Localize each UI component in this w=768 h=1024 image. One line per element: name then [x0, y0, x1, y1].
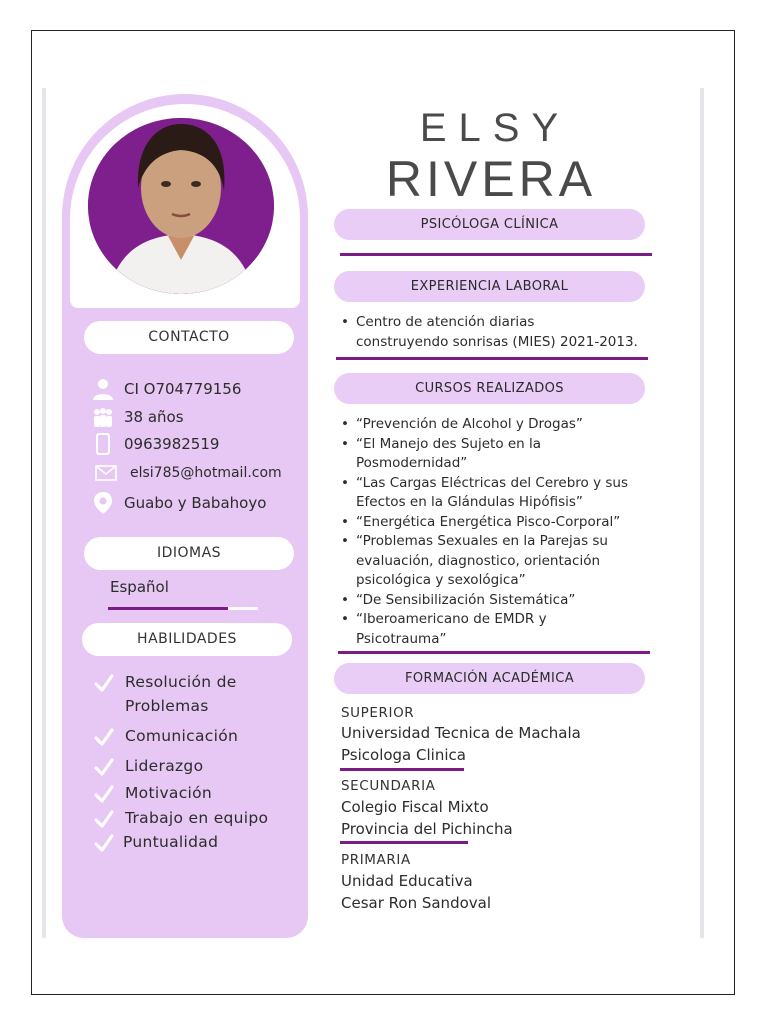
list-item-line: • “Iberoamericano de EMDR y: [356, 611, 547, 627]
language-level-fill: [108, 607, 228, 610]
list-item-line: psicológica y sexológica”: [356, 572, 526, 588]
divider: [340, 841, 468, 844]
list-item: [340, 474, 628, 513]
education-secundaria-line2: Provincia del Pichincha: [341, 820, 513, 838]
left-rail: [42, 88, 46, 938]
divider: [340, 253, 652, 256]
education-primaria-line1: Unidad Educativa: [341, 872, 473, 890]
skill-item: Motivación: [125, 784, 213, 802]
skills-heading: HABILIDADES: [82, 623, 292, 656]
right-rail: [700, 88, 704, 938]
contact-email-text[interactable]: elsi785@hotmail.com: [130, 465, 282, 481]
check-icon: [94, 757, 114, 777]
last-name: RIVERA: [385, 151, 597, 207]
list-item-line: evaluación, diagnostico, orientación: [356, 552, 601, 569]
list-item-line: • “El Manejo des Sujeto en la: [356, 435, 542, 452]
contact-location: [90, 490, 266, 516]
divider: [336, 357, 648, 360]
list-item: [340, 532, 628, 591]
profile-photo: [88, 118, 274, 294]
skill-item: Trabajo en equipo: [125, 809, 269, 827]
list-item: [340, 435, 628, 474]
education-superior-line2: Psicologa Clinica: [341, 746, 466, 764]
courses-heading: CURSOS REALIZADOS: [334, 373, 645, 404]
list-item-line: Efectos en la Glándulas Hipófisis”: [356, 494, 583, 510]
education-superior-label: SUPERIOR: [341, 705, 415, 721]
check-icon: [94, 833, 114, 853]
skill-item: Puntualidad: [123, 833, 219, 851]
list-item: [340, 313, 638, 352]
list-item-line: construyendo sonrisas (MIES) 2021-2013.: [356, 333, 638, 350]
people-icon: [90, 404, 116, 430]
list-item-line: Posmodernidad”: [356, 455, 468, 471]
check-icon: [94, 784, 114, 804]
education-primaria-label: PRIMARIA: [341, 852, 411, 868]
language-name: Español: [110, 578, 169, 596]
education-secundaria-line1: Colegio Fiscal Mixto: [341, 798, 489, 816]
skill-item: Comunicación: [125, 727, 239, 745]
check-icon: [94, 727, 114, 747]
divider: [340, 768, 464, 771]
user-icon: [90, 376, 116, 402]
skill-item: Resolución de: [125, 673, 237, 691]
list-item-line: • “Energética Energética Pisco-Corporal”: [356, 513, 621, 530]
list-item-line: • “Las Cargas Eléctricas del Cerebro y sus: [356, 474, 628, 491]
mail-icon: [90, 460, 122, 486]
list-item: [340, 415, 628, 435]
list-item: [340, 513, 628, 533]
contact-age: [90, 404, 184, 430]
contact-age-text: 38 años: [124, 408, 184, 426]
check-icon: [94, 673, 114, 693]
languages-heading: IDIOMAS: [84, 537, 294, 570]
list-item-line: • “Problemas Sexuales en la Parejas su: [356, 533, 608, 549]
experience-list: [340, 313, 638, 352]
skill-item: Problemas: [125, 697, 209, 715]
courses-list: [340, 415, 628, 649]
contact-ci-text: CI O704779156: [124, 380, 242, 398]
list-item-line: • “De Sensibilización Sistemática”: [356, 591, 576, 608]
education-superior-line1: Universidad Tecnica de Machala: [341, 724, 581, 742]
profession-title: PSICÓLOGA CLÍNICA: [334, 209, 645, 240]
contact-email: [90, 460, 282, 486]
list-item-line: Psicotrauma”: [356, 630, 447, 647]
contact-phone: [90, 431, 219, 457]
list-item: [340, 610, 628, 649]
contact-ci: [90, 376, 241, 402]
education-heading: FORMACIÓN ACADÉMICA: [334, 663, 645, 694]
list-item-line: • “Prevención de Alcohol y Drogas”: [356, 416, 583, 432]
language-level-track: [108, 607, 258, 610]
first-name: ELSY: [419, 106, 571, 150]
contact-location-text: Guabo y Babahoyo: [124, 494, 267, 512]
skill-item: Liderazgo: [125, 757, 204, 775]
divider: [338, 651, 650, 654]
education-primaria-line2: Cesar Ron Sandoval: [341, 894, 491, 912]
list-item-line: • Centro de atención diarias: [356, 314, 535, 330]
experience-heading: EXPERIENCIA LABORAL: [334, 271, 645, 302]
contact-phone-text: 0963982519: [124, 435, 220, 453]
list-item: [340, 591, 628, 611]
contact-heading: CONTACTO: [84, 321, 294, 354]
check-icon: [94, 809, 114, 829]
phone-icon: [90, 431, 116, 457]
education-secundaria-label: SECUNDARIA: [341, 778, 436, 794]
location-pin-icon: [90, 490, 116, 516]
